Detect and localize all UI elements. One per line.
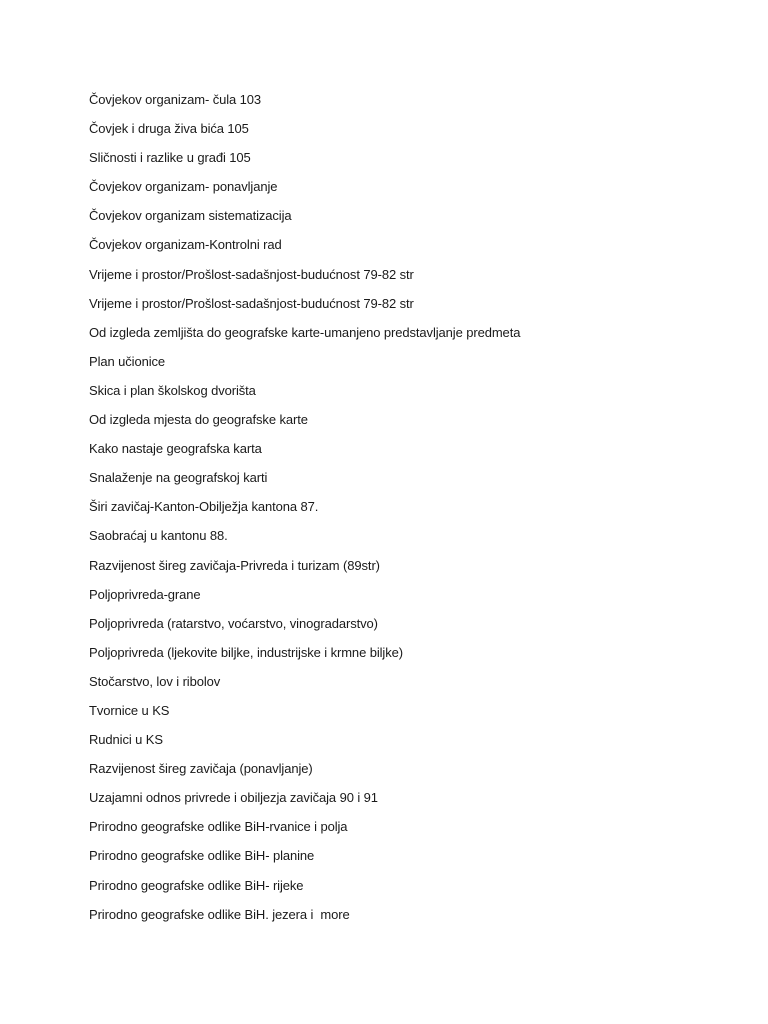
lesson-line: Uzajamni odnos privrede i obiljezja zavičaja 90 i 91 (89, 790, 378, 806)
lesson-line: Stočarstvo, lov i ribolov (89, 673, 221, 689)
lesson-line: Od izgleda zemljišta do geografske karte-umanjeno predstavljanje predmeta (89, 324, 521, 340)
lesson-line: Razvijenost šireg zavičaja (ponavljanje) (89, 761, 313, 777)
lesson-line: Tvornice u KS (89, 702, 170, 718)
lesson-line: Snalaženje na geografskoj karti (89, 470, 268, 486)
lesson-line: Širi zavičaj-Kanton-Obilježja kantona 87. (89, 499, 319, 515)
lesson-line: Od izgleda mjesta do geografske karte (89, 412, 308, 428)
lesson-line: Saobraćaj u kantonu 88. (89, 528, 228, 544)
lesson-line: Poljoprivreda (ratarstvo, voćarstvo, vinogradarstvo) (89, 615, 378, 631)
lesson-line: Rudnici u KS (89, 732, 163, 748)
lesson-line: Prirodno geografske odlike BiH- rijeke (89, 877, 304, 893)
lesson-line: Prirodno geografske odlike BiH. jezera i more (89, 906, 350, 922)
lesson-line: Vrijeme i prostor/Prošlost-sadašnjost-budućnost 79-82 str (89, 295, 414, 311)
lesson-line: Čovjekov organizam sistematizacija (89, 208, 292, 224)
lesson-line: Razvijenost šireg zavičaja-Privreda i turizam (89str) (89, 557, 380, 573)
lesson-line: Skica i plan školskog dvorišta (89, 382, 256, 398)
lesson-list (89, 88, 729, 932)
lesson-line: Prirodno geografske odlike BiH- planine (89, 848, 315, 864)
lesson-line: Čovjekov organizam- čula 103 (89, 92, 262, 107)
lesson-line: Kako nastaje geografska karta (89, 441, 262, 457)
lesson-line: Poljoprivreda (ljekovite biljke, industrijske i krmne biljke) (89, 644, 403, 660)
lesson-line: Poljoprivreda-grane (89, 586, 201, 602)
lesson-line: Vrijeme i prostor/Prošlost-sadašnjost-budućnost 79-82 str (89, 266, 414, 282)
lesson-line: Čovjekov organizam-Kontrolni rad (89, 237, 282, 253)
lesson-line: Sličnosti i razlike u građi 105 (89, 150, 251, 166)
lesson-line: Plan učionice (89, 353, 166, 369)
lesson-line: Čovjek i druga živa bića 105 (89, 121, 249, 137)
lesson-line: Čovjekov organizam- ponavljanje (89, 179, 278, 195)
lesson-line: Prirodno geografske odlike BiH-rvanice i polja (89, 819, 348, 835)
